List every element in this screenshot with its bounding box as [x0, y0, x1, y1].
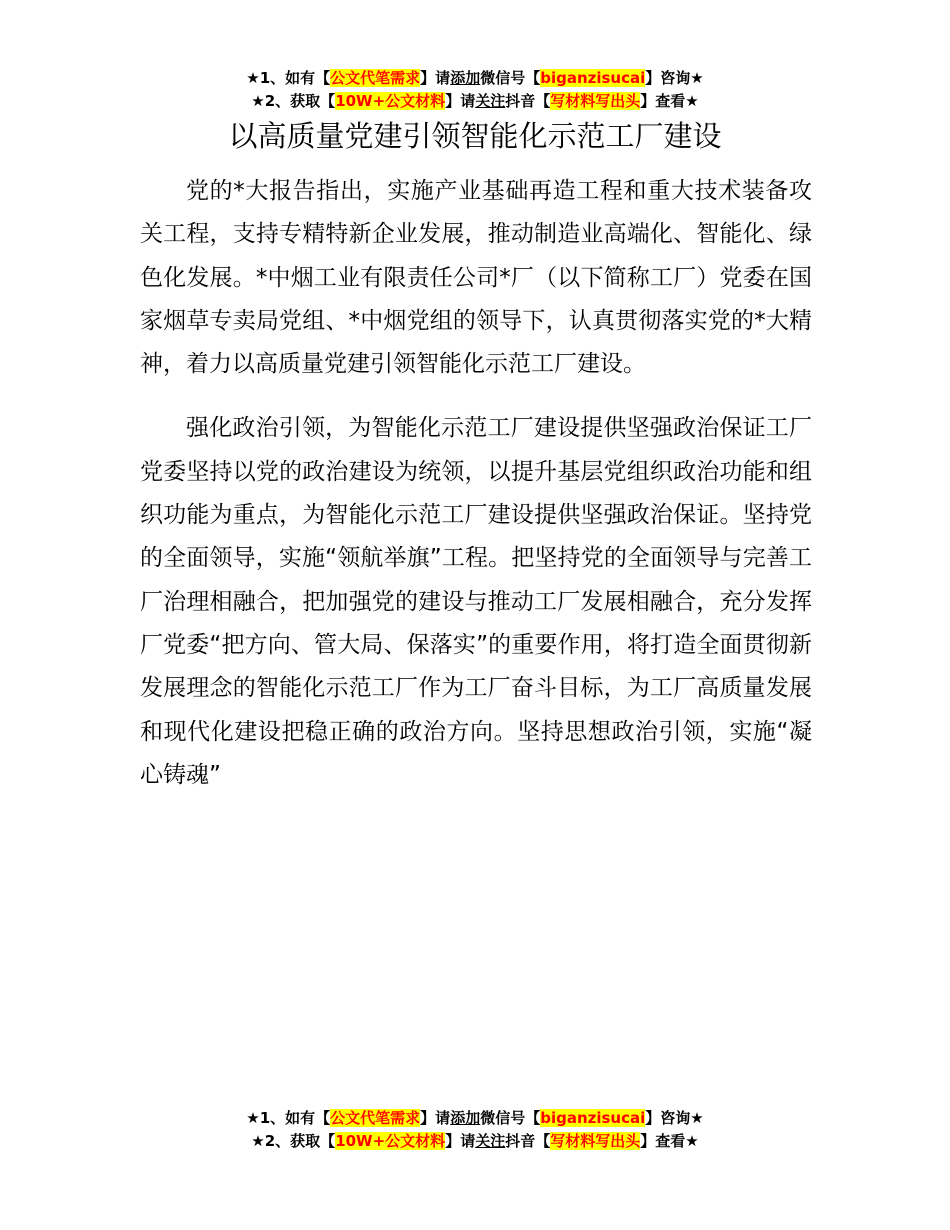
highlight-text: 公文代笔需求 — [330, 69, 421, 87]
header-banner — [0, 67, 950, 113]
paragraph: 强化政治引领，为智能化示范工厂建设提供坚强政治保证工厂党委坚持以党的政治建设为统领，以提升基层党组织政治功能和组织功能为重点，为智能化示范工厂建设提供坚强政治保证。坚持党的全面领导，实施“领航举旗”工程。把坚持党的全面领导与完善工厂治理相融合，把加强党的建设与推动工厂发展相融合，充分发挥厂党委“把方向、管大局、保落实”的重要作用，将打造全面贯彻新发展理念的智能化示范工厂作为工厂奋斗目标，为工厂高质量发展和现代化建设把稳正确的政治方向。坚持思想政治引领，实施“凝心铸魂” — [140, 415, 812, 788]
banner-text: ★2、获取【 — [251, 1132, 336, 1150]
banner-text: 】请 — [420, 69, 451, 87]
emphasis-text: 添加 — [450, 69, 481, 87]
banner-text: 抖音【 — [505, 92, 551, 110]
banner-text: 微信号【 — [480, 1109, 541, 1127]
banner-text: 】请 — [445, 1132, 476, 1150]
paragraph: 党的*大报告指出，实施产业基础再造工程和重大技术装备攻关工程，支持专精特新企业发展，推动制造业高端化、智能化、绿色化发展。*中烟工业有限责任公司*厂（以下简称工厂）党委在国家烟草专卖局党组、*中烟党组的领导下，认真贯彻落实党的*大精神，着力以高质量党建引领智能化示范工厂建设。 — [140, 178, 812, 378]
emphasis-text: 添加 — [450, 1109, 481, 1127]
banner-text: 】咨询★ — [645, 69, 704, 87]
document-title: 以高质量党建引领智能化示范工厂建设 — [228, 119, 722, 153]
highlight-text: 公文代笔需求 — [330, 1109, 421, 1127]
douyin-account: 写材料写出头 — [550, 1132, 641, 1150]
douyin-account: 写材料写出头 — [550, 92, 641, 110]
banner-text: 】查看★ — [640, 92, 699, 110]
emphasis-text: 关注 — [475, 1132, 506, 1150]
banner-line-2 — [0, 1130, 950, 1153]
banner-text: 微信号【 — [480, 69, 541, 87]
banner-text: ★2、获取【 — [251, 92, 336, 110]
banner-text: 】请 — [420, 1109, 451, 1127]
document-body — [140, 170, 812, 797]
banner-text: ★1、如有【 — [246, 69, 331, 87]
banner-line-1 — [0, 67, 950, 90]
highlight-text: 10W+公文材料 — [335, 1132, 446, 1150]
banner-text: 】咨询★ — [645, 1109, 704, 1127]
banner-line-1 — [0, 1107, 950, 1130]
banner-text: 抖音【 — [505, 1132, 551, 1150]
banner-text: 】请 — [445, 92, 476, 110]
banner-line-2 — [0, 90, 950, 113]
banner-text: 】查看★ — [640, 1132, 699, 1150]
wechat-id: biganzisucai — [540, 1109, 646, 1127]
banner-text: ★1、如有【 — [246, 1109, 331, 1127]
footer-banner — [0, 1107, 950, 1153]
wechat-id: biganzisucai — [540, 69, 646, 87]
emphasis-text: 关注 — [475, 92, 506, 110]
highlight-text: 10W+公文材料 — [335, 92, 446, 110]
